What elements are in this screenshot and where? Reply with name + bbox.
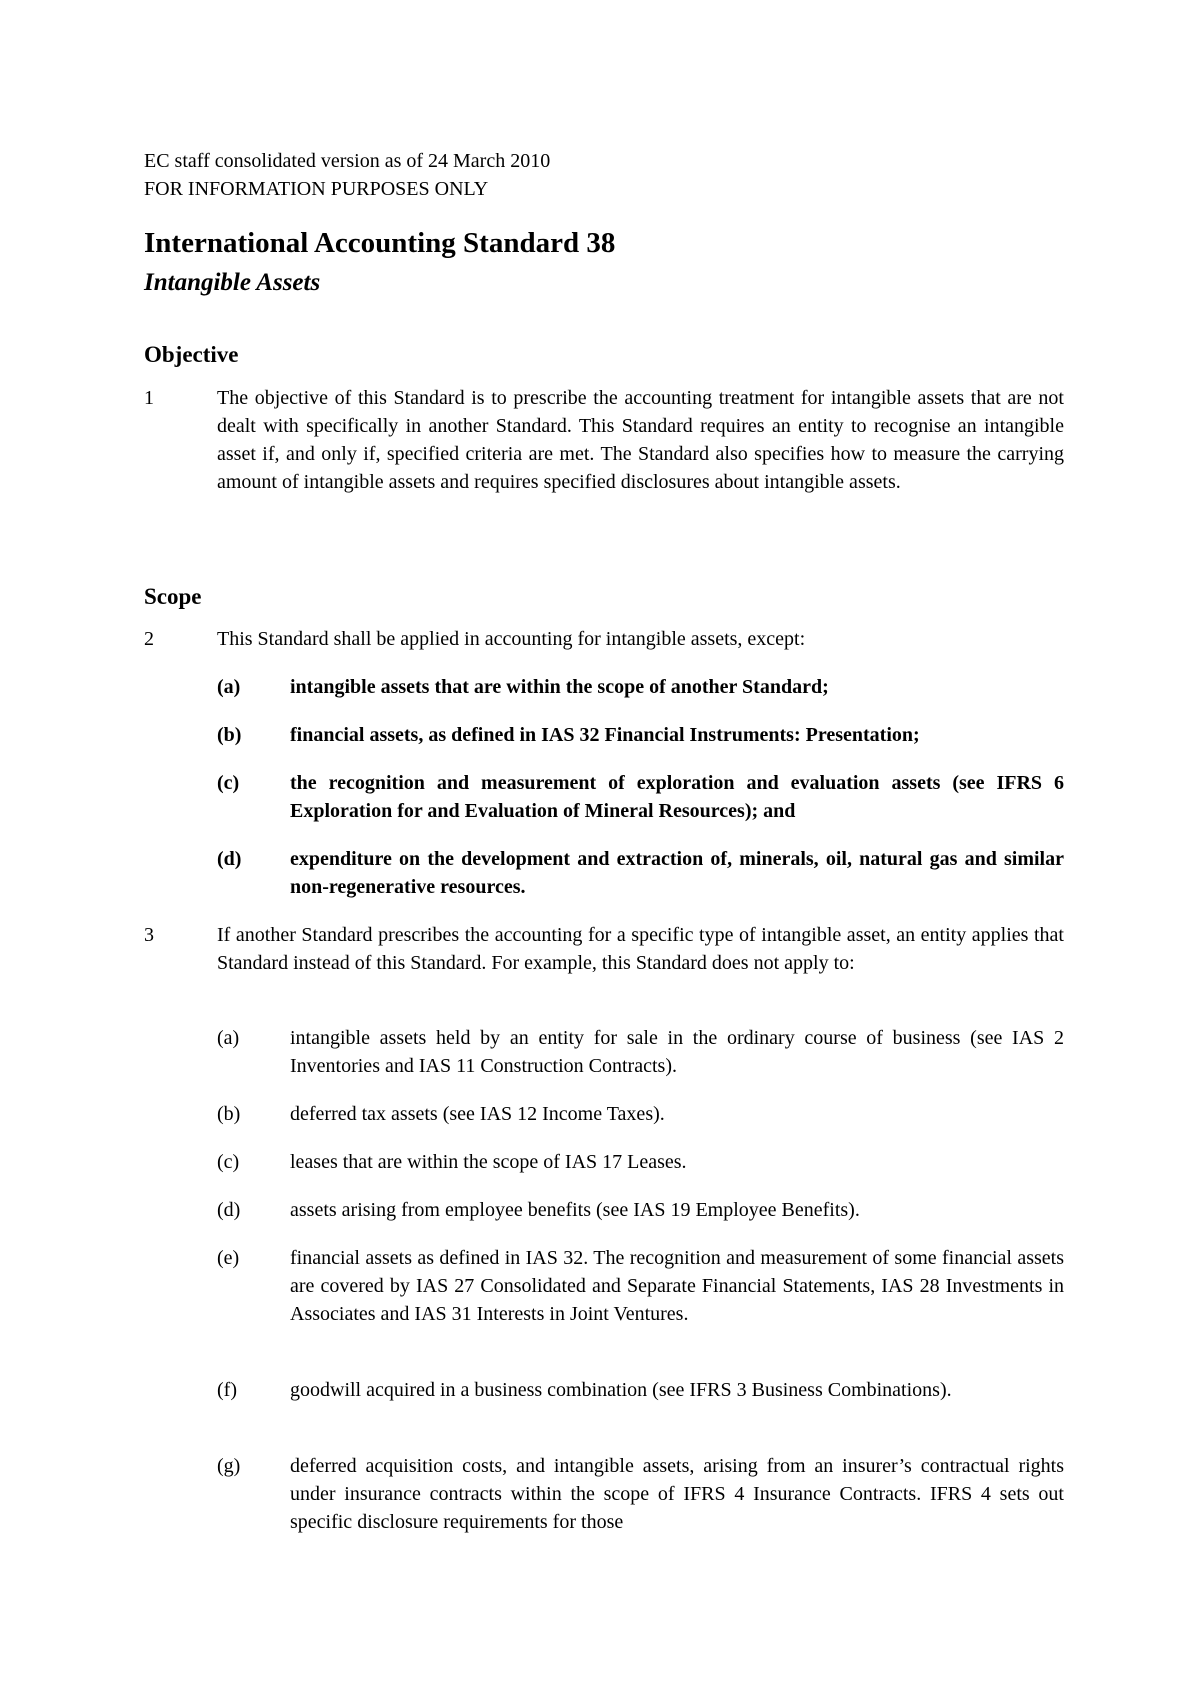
paragraph-number: 2 (144, 628, 154, 650)
list-item-text: intangible assets held by an entity for sale in the ordinary course of business (see IAS 2 Inventories and IAS 11 Construction Contracts). (290, 1027, 1064, 1077)
list-item-text: financial assets as defined in IAS 32. The recognition and measurement of some financial assets are covered by IAS 27 Consolidated and Separate Financial Statements, IAS 28 Investments in Associates and IAS 31 Interests in Joint Ventures. (290, 1247, 1064, 1325)
list-item-text: intangible assets that are within the scope of another Standard; (290, 676, 829, 698)
list-item-text: leases that are within the scope of IAS 17 Leases. (290, 1151, 687, 1173)
paragraph-number: 3 (144, 924, 154, 946)
list-item-label: (b) (217, 1103, 241, 1125)
list-item (217, 1244, 1064, 1328)
paragraph-2 (144, 625, 1064, 653)
list-item-text: financial assets, as defined in IAS 32 Financial Instruments: Presentation; (290, 724, 920, 746)
list-item (217, 845, 1064, 901)
paragraph-1 (144, 384, 1064, 496)
list-item-text: deferred tax assets (see IAS 12 Income Taxes). (290, 1103, 665, 1125)
list-item-text: goodwill acquired in a business combination (see IFRS 3 Business Combinations). (290, 1379, 952, 1401)
objective-heading: Objective (144, 342, 239, 367)
list-item (217, 1100, 1064, 1128)
paragraph-text: If another Standard prescribes the accounting for a specific type of intangible asset, an entity applies that Standard instead of this Standard. For example, this Standard does not apply to: (217, 924, 1064, 974)
list-item-label: (d) (217, 1199, 241, 1221)
list-item (217, 673, 1064, 701)
document-header (144, 147, 550, 203)
consolidated-version-note: EC staff consolidated version as of 24 March 2010 (144, 150, 551, 172)
list-item (217, 1376, 1064, 1404)
list-item-text: deferred acquisition costs, and intangible assets, arising from an insurer’s contractual rights under insurance contracts within the scope of IFRS 4 Insurance Contracts. IFRS 4 sets out specific disclosure requirements for those (290, 1455, 1064, 1533)
list-item (217, 1024, 1064, 1080)
paragraph-text: The objective of this Standard is to prescribe the accounting treatment for intangible assets that are not dealt with specifically in another Standard. This Standard requires an entity to recognise an intangible asset if, and only if, specified criteria are met. The Standard also specifies how to measure the carrying amount of intangible assets and requires specified disclosures about intangible assets. (217, 387, 1064, 493)
paragraph-3 (144, 921, 1064, 977)
list-item-label: (e) (217, 1247, 240, 1269)
paragraph-number: 1 (144, 387, 154, 409)
list-item-label: (a) (217, 1027, 240, 1049)
list-item-text: expenditure on the development and extraction of, minerals, oil, natural gas and similar non-regenerative resources. (290, 848, 1064, 898)
list-item (217, 1452, 1064, 1536)
list-item-label: (c) (217, 1151, 240, 1173)
information-purposes-note: FOR INFORMATION PURPOSES ONLY (144, 178, 489, 200)
list-item (217, 769, 1064, 825)
list-item-label: (b) (217, 724, 242, 746)
list-item-label: (a) (217, 676, 241, 698)
scope-heading: Scope (144, 584, 202, 609)
list-item-text: assets arising from employee benefits (see IAS 19 Employee Benefits). (290, 1199, 860, 1221)
list-item-label: (g) (217, 1455, 241, 1477)
paragraph-text: This Standard shall be applied in accounting for intangible assets, except: (217, 628, 806, 650)
list-item-label: (f) (217, 1379, 237, 1401)
list-item (217, 1196, 1064, 1224)
list-item-label: (c) (217, 772, 240, 794)
standard-subtitle: Intangible Assets (144, 269, 321, 296)
list-item (217, 1148, 1064, 1176)
standard-title: International Accounting Standard 38 (144, 227, 616, 259)
list-item-label: (d) (217, 848, 242, 870)
list-item (217, 721, 1064, 749)
list-item-text: the recognition and measurement of exploration and evaluation assets (see IFRS 6 Exploration for and Evaluation of Mineral Resources); and (290, 772, 1064, 822)
